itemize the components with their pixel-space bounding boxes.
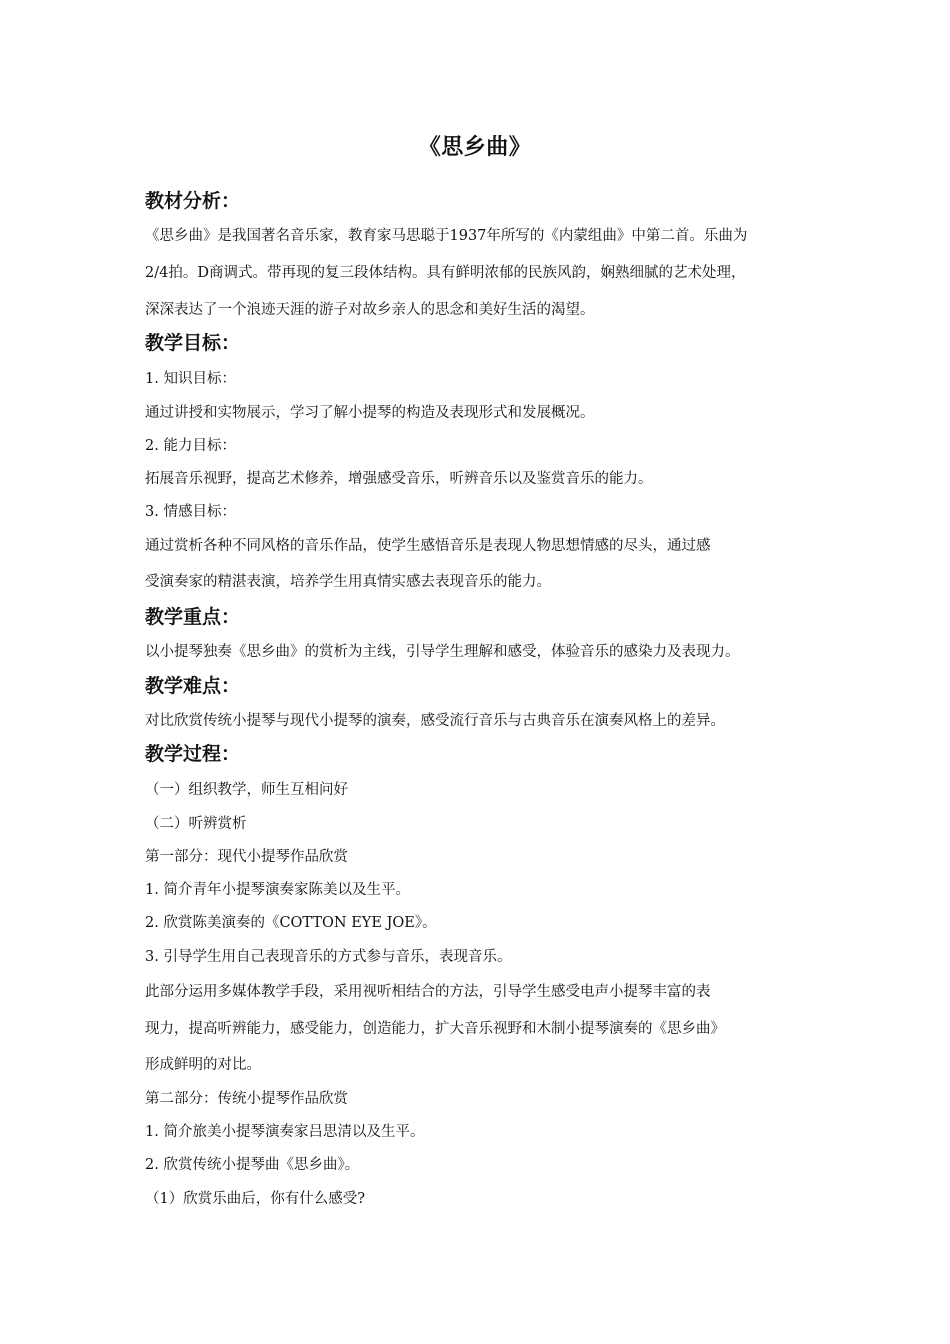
process-line: （1）欣赏乐曲后，你有什么感受? xyxy=(145,1191,365,1207)
process-line: 第二部分：传统小提琴作品欣赏 xyxy=(145,1091,348,1107)
heading-difficulties: 教学难点： xyxy=(145,675,241,697)
process-line: 现力，提高听辨能力，感受能力，创造能力，扩大音乐视野和木制小提琴演奏的《思乡曲》 xyxy=(145,1021,725,1037)
goals-line: 受演奏家的精湛表演，培养学生用真情实感去表现音乐的能力。 xyxy=(145,574,551,590)
process-line: （二）听辨赏析 xyxy=(145,816,247,832)
analysis-line: 深深表达了一个浪迹天涯的游子对故乡亲人的思念和美好生活的渴望。 xyxy=(145,302,595,318)
process-line: 2. 欣赏传统小提琴曲《思乡曲》。 xyxy=(145,1157,360,1173)
goals-line: 通过赏析各种不同风格的音乐作品，使学生感悟音乐是表现人物思想情感的尽头，通过感 xyxy=(145,538,711,554)
key-points-line: 以小提琴独奏《思乡曲》的赏析为主线，引导学生理解和感受，体验音乐的感染力及表现力。 xyxy=(145,644,740,660)
goals-line: 2. 能力目标： xyxy=(145,438,236,454)
process-line: 1. 简介青年小提琴演奏家陈美以及生平。 xyxy=(145,882,410,898)
goals-line: 3. 情感目标： xyxy=(145,504,236,520)
process-line: 2. 欣赏陈美演奏的《COTTON EYE JOE》。 xyxy=(145,915,437,931)
analysis-line: 《思乡曲》是我国著名音乐家，教育家马思聪于1937年所写的《内蒙组曲》中第二首。乐曲为 xyxy=(145,228,748,244)
process-line: 1. 简介旅美小提琴演奏家吕思清以及生平。 xyxy=(145,1124,425,1140)
process-line: （一）组织教学，师生互相问好 xyxy=(145,782,348,798)
process-line: 3. 引导学生用自己表现音乐的方式参与音乐，表现音乐。 xyxy=(145,949,512,965)
heading-key-points: 教学重点： xyxy=(145,606,241,628)
goals-line: 1. 知识目标： xyxy=(145,371,236,387)
heading-process: 教学过程： xyxy=(145,743,241,765)
goals-line: 通过讲授和实物展示，学习了解小提琴的构造及表现形式和发展概况。 xyxy=(145,405,595,421)
process-line: 第一部分：现代小提琴作品欣赏 xyxy=(145,849,348,865)
heading-goals: 教学目标： xyxy=(145,332,241,354)
difficulties-line: 对比欣赏传统小提琴与现代小提琴的演奏，感受流行音乐与古典音乐在演奏风格上的差异。 xyxy=(145,713,725,729)
heading-analysis: 教材分析： xyxy=(145,190,241,212)
process-line: 此部分运用多媒体教学手段，采用视听相结合的方法，引导学生感受电声小提琴丰富的表 xyxy=(145,984,711,1000)
process-line: 形成鲜明的对比。 xyxy=(145,1057,261,1073)
document-title: 《思乡曲》 xyxy=(418,135,532,160)
goals-line: 拓展音乐视野，提高艺术修养，增强感受音乐，听辨音乐以及鉴赏音乐的能力。 xyxy=(145,471,653,487)
analysis-line: 2/4拍。D商调式。带再现的复三段体结构。具有鲜明浓郁的民族风韵，娴熟细腻的艺术处理， xyxy=(145,265,746,281)
